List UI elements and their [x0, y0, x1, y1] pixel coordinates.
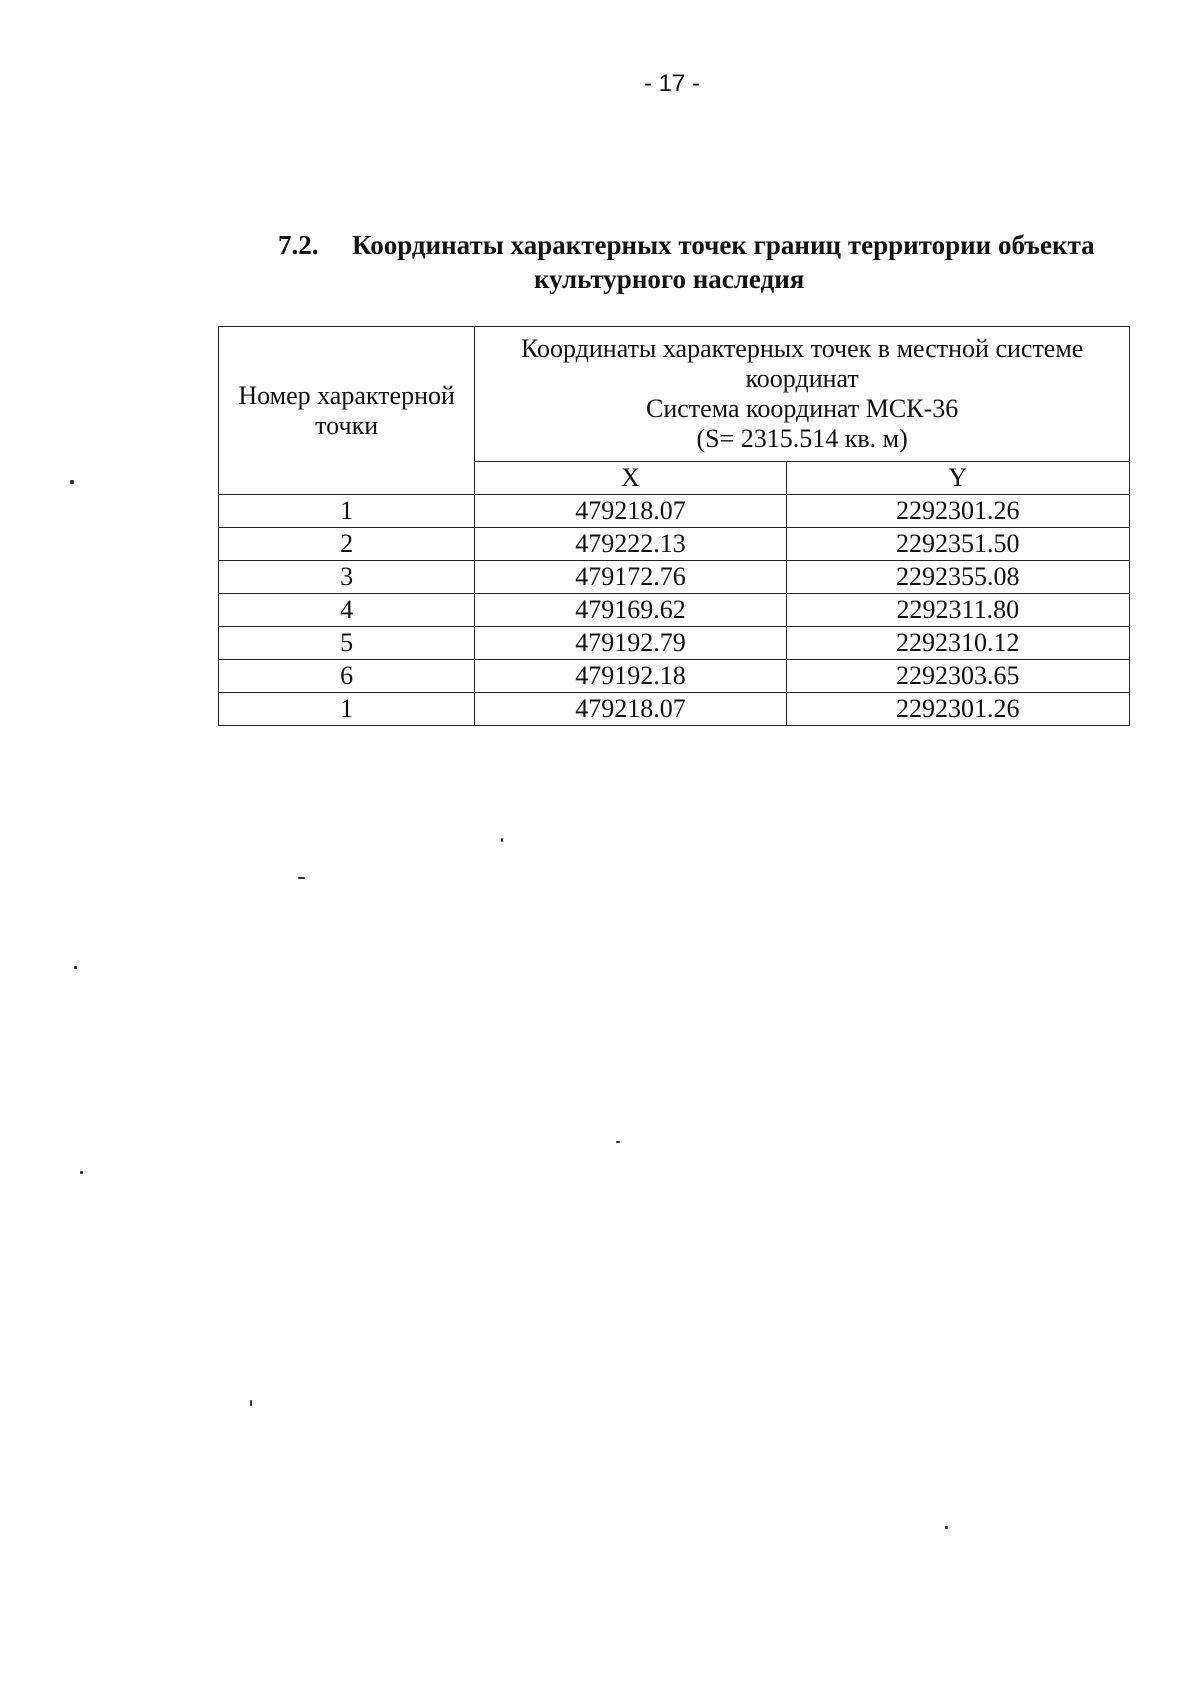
cell-x: 479192.18 [475, 660, 786, 693]
table-row [219, 528, 1130, 561]
cell-y: 2292301.26 [786, 495, 1129, 528]
cell-y: 2292311.80 [786, 594, 1129, 627]
scan-speck [70, 480, 74, 484]
table-row [219, 660, 1130, 693]
header-point-number: Номер характерной точки [219, 327, 475, 495]
scan-speck [616, 1141, 620, 1143]
table-row [219, 594, 1130, 627]
coordinates-table [218, 326, 1130, 726]
section-title-line2: культурного наследия [534, 264, 805, 294]
header-coords-line: Координаты характерных точек в местной системе [520, 334, 1084, 363]
cell-point: 4 [219, 594, 475, 627]
cell-x: 479218.07 [475, 495, 786, 528]
header-x: X [475, 462, 786, 495]
section-heading [278, 228, 1148, 296]
table-row [219, 495, 1130, 528]
table-header [219, 327, 1130, 495]
cell-y: 2292310.12 [786, 627, 1129, 660]
cell-point: 3 [219, 561, 475, 594]
table-row [219, 693, 1130, 726]
cell-point: 6 [219, 660, 475, 693]
page-number: - 17 - [643, 70, 700, 97]
cell-point: 5 [219, 627, 475, 660]
header-coords-line: (S= 2315.514 кв. м) [696, 424, 908, 453]
scan-speck [501, 838, 503, 842]
section-title-line1: Координаты характерных точек границ территории объекта [352, 230, 1095, 260]
cell-x: 479222.13 [475, 528, 786, 561]
cell-y: 2292351.50 [786, 528, 1129, 561]
cell-x: 479169.62 [475, 594, 786, 627]
cell-y: 2292301.26 [786, 693, 1129, 726]
cell-x: 479218.07 [475, 693, 786, 726]
scan-speck [74, 966, 77, 969]
header-coordinates [475, 327, 1130, 462]
header-y: Y [786, 462, 1129, 495]
scan-speck [945, 1526, 948, 1529]
section-number: 7.2. [278, 230, 319, 260]
cell-y: 2292355.08 [786, 561, 1129, 594]
scan-speck [250, 1400, 252, 1406]
scan-speck [298, 877, 305, 879]
cell-y: 2292303.65 [786, 660, 1129, 693]
cell-point: 2 [219, 528, 475, 561]
scan-speck [80, 1171, 83, 1174]
cell-x: 479172.76 [475, 561, 786, 594]
table-row [219, 561, 1130, 594]
header-coords-line: Система координат МСК-36 [646, 394, 959, 423]
cell-point: 1 [219, 693, 475, 726]
table-row [219, 627, 1130, 660]
cell-point: 1 [219, 495, 475, 528]
cell-x: 479192.79 [475, 627, 786, 660]
header-coords-line: координат [745, 364, 859, 393]
